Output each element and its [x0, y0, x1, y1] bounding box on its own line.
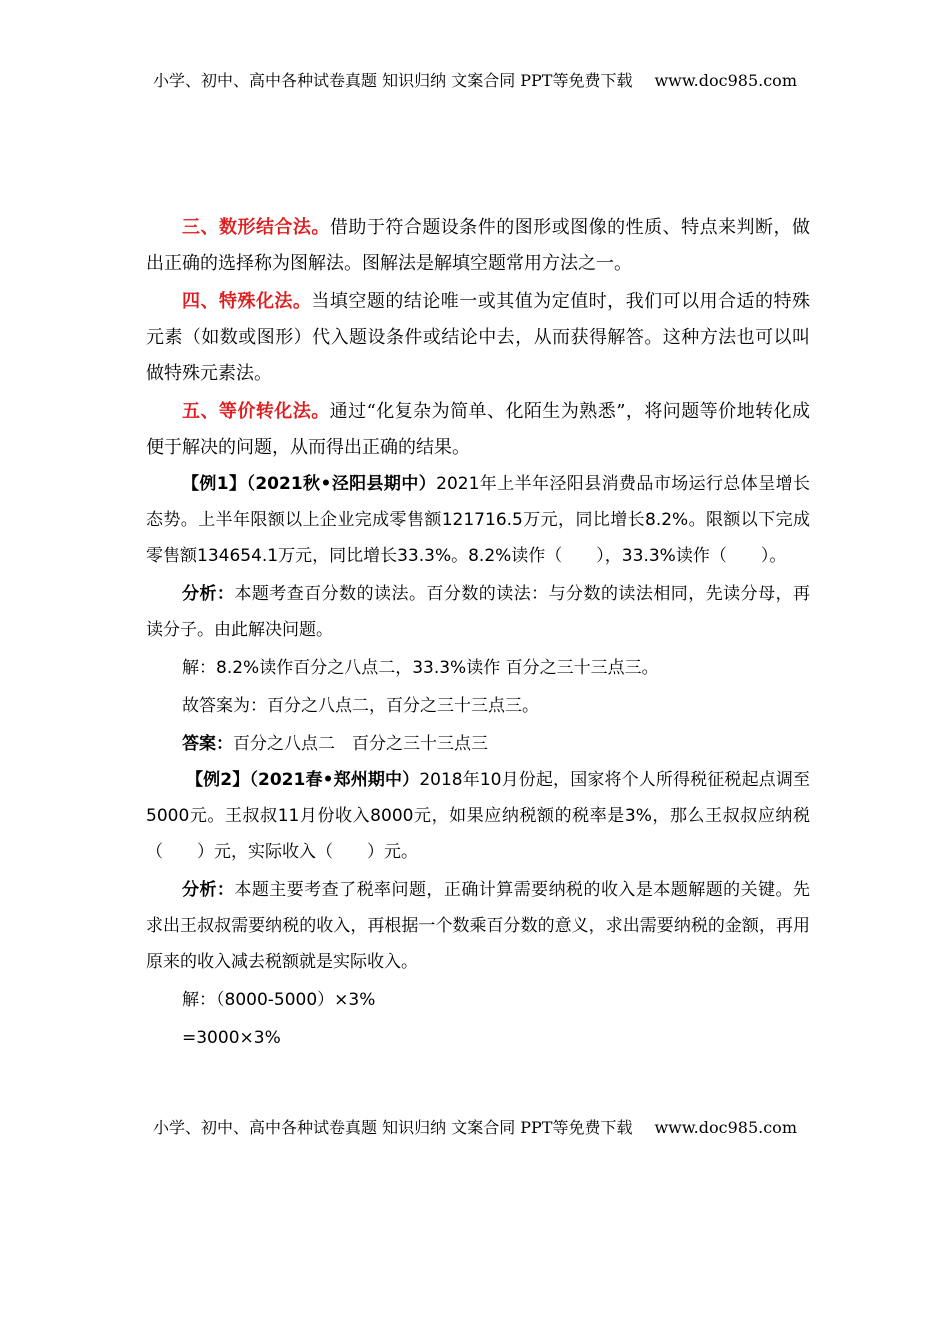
- example-2-tag: 【例2】: [186, 770, 250, 790]
- example-2-analysis-label: 分析：: [182, 880, 235, 900]
- example-2-source: （2021春•郑州期中）: [249, 770, 420, 790]
- example-1-question-text: 2021年上半年泾阳县消费品市场运行总体呈增长态势。上半年限额以上企业完成零售额121716.5万元，同比增长8.2%。限额以下完成零售额134654.1万元，同比增长33.3%。8.2%读作（ ），33.3%读作（ ）。: [146, 474, 810, 566]
- method-5-text: 通过“化复杂为简单、化陌生为熟悉”，将问题等价地转化成便于解决的问题，从而得出正确的结果。: [146, 401, 810, 458]
- example-1-question: [146, 466, 810, 574]
- method-5-title: 五、等价转化法。: [182, 401, 330, 422]
- example-2-question: [146, 762, 810, 870]
- example-1-answer-text: 百分之八点二 百分之三十三点三: [233, 734, 488, 754]
- method-4: [146, 284, 810, 392]
- example-1-answer: [146, 726, 810, 762]
- example-1: [146, 466, 810, 762]
- example-1-solution: 解：8.2%读作百分之八点二，33.3%读作 百分之三十三点三。: [182, 658, 659, 678]
- page-footer: [0, 1115, 950, 1138]
- footer-slogan: 小学、初中、高中各种试卷真题 知识归纳 文案合同 PPT等免费下载: [153, 1118, 633, 1137]
- method-3-text: 借助于符合题设条件的图形或图像的性质、特点来判断，做出正确的选择称为图解法。图解法是解填空题常用方法之一。: [146, 217, 811, 274]
- example-1-answer-label: 答案：: [182, 734, 233, 754]
- method-3: [146, 210, 810, 282]
- example-2-solution-line-2: =3000×3%: [182, 1028, 281, 1048]
- example-2: [146, 762, 810, 1056]
- example-1-conclusion: 故答案为：百分之八点二，百分之三十三点三。: [182, 696, 539, 716]
- example-2-question-text: 2018年10月份起，国家将个人所得税征税起点调至5000元。王叔叔11月份收入8000元，如果应纳税额的税率是3%，那么王叔叔应纳税（ ）元，实际收入（ ）元。: [146, 770, 810, 862]
- method-4-text: 当填空题的结论唯一或其值为定值时，我们可以用合适的特殊元素（如数或图形）代入题设条件或结论中去，从而获得解答。这种方法也可以叫做特殊元素法。: [146, 291, 811, 384]
- footer-site: www.doc985.com: [654, 1118, 797, 1137]
- header-site: www.doc985.com: [654, 71, 797, 90]
- example-1-analysis: [146, 576, 810, 648]
- page-header: [0, 68, 950, 91]
- example-1-tag: 【例1】: [182, 474, 247, 494]
- example-1-analysis-label: 分析：: [182, 584, 235, 604]
- method-5: [146, 394, 810, 466]
- example-2-analysis-text: 本题主要考查了税率问题，正确计算需要纳税的收入是本题解题的关键。先求出王叔叔需要纳税的收入，再根据一个数乘百分数的意义，求出需要纳税的金额，再用原来的收入减去税额就是实际收入。: [146, 880, 811, 972]
- header-slogan: 小学、初中、高中各种试卷真题 知识归纳 文案合同 PPT等免费下载: [153, 71, 633, 90]
- document-body: [146, 210, 810, 1056]
- example-2-analysis: [146, 872, 810, 980]
- example-2-solution-line-1: 解：（8000-5000）×3%: [182, 990, 376, 1010]
- method-3-title: 三、数形结合法。: [182, 217, 330, 238]
- method-4-title: 四、特殊化法。: [182, 291, 312, 312]
- example-1-source: （2021秋•泾阳县期中）: [246, 474, 437, 494]
- example-1-analysis-text: 本题考查百分数的读法。百分数的读法：与分数的读法相同，先读分母，再读分子。由此解决问题。: [146, 584, 811, 640]
